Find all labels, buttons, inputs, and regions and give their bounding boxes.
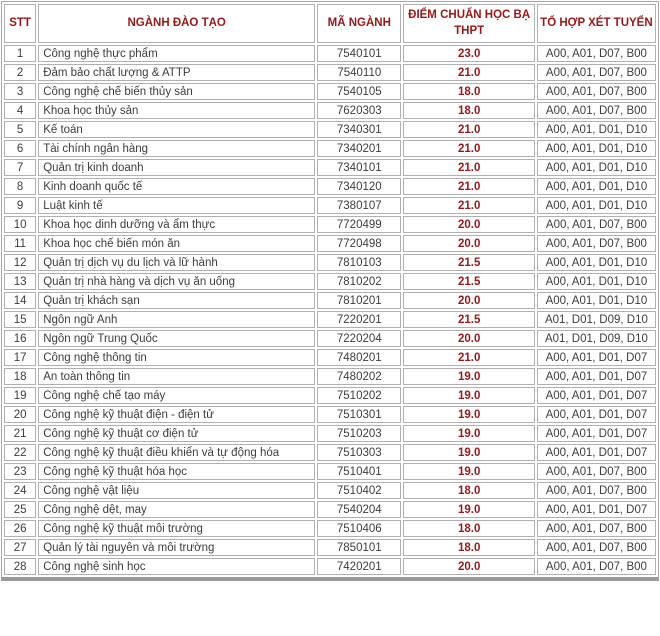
cell-nganh: Công nghệ dệt, may (38, 501, 315, 518)
cell-nganh: An toàn thông tin (38, 368, 315, 385)
table-row (4, 349, 656, 366)
cell-diem: 20.0 (403, 558, 534, 575)
table-body (4, 45, 656, 575)
cell-ma: 7510401 (317, 463, 401, 480)
table-row (4, 501, 656, 518)
cell-diem: 19.0 (403, 463, 534, 480)
cell-ma: 7810201 (317, 292, 401, 309)
cell-tohop: A00, A01, D01, D10 (537, 159, 656, 176)
cell-tohop: A00, A01, D01, D07 (537, 444, 656, 461)
cell-ma: 7510402 (317, 482, 401, 499)
cell-stt: 7 (4, 159, 36, 176)
cell-stt: 28 (4, 558, 36, 575)
column-header-diem: ĐIỂM CHUẨN HỌC BẠ THPT (403, 4, 534, 43)
cell-tohop: A00, A01, D01, D10 (537, 140, 656, 157)
cell-tohop: A00, A01, D01, D07 (537, 387, 656, 404)
cell-tohop: A01, D01, D09, D10 (537, 311, 656, 328)
cell-tohop: A00, A01, D07, B00 (537, 83, 656, 100)
cell-diem: 20.0 (403, 330, 534, 347)
cell-tohop: A00, A01, D01, D10 (537, 121, 656, 138)
cell-nganh: Quản trị khách sạn (38, 292, 315, 309)
column-header-ma: MÃ NGÀNH (317, 4, 401, 43)
cell-stt: 24 (4, 482, 36, 499)
cell-nganh: Công nghệ kỹ thuật điện - điện tử (38, 406, 315, 423)
cell-nganh: Khoa học chế biến món ăn (38, 235, 315, 252)
cell-ma: 7510406 (317, 520, 401, 537)
cell-diem: 19.0 (403, 387, 534, 404)
table-row (4, 520, 656, 537)
cell-ma: 7510203 (317, 425, 401, 442)
cell-stt: 6 (4, 140, 36, 157)
table-row (4, 463, 656, 480)
cell-nganh: Khoa học dinh dưỡng và ẩm thực (38, 216, 315, 233)
table-row (4, 140, 656, 157)
cell-nganh: Công nghệ thực phẩm (38, 45, 315, 62)
cell-diem: 18.0 (403, 539, 534, 556)
cell-diem: 21.5 (403, 311, 534, 328)
cell-stt: 3 (4, 83, 36, 100)
cell-nganh: Công nghệ kỹ thuật điều khiển và tự động hóa (38, 444, 315, 461)
cell-ma: 7810202 (317, 273, 401, 290)
cell-stt: 16 (4, 330, 36, 347)
table-row (4, 330, 656, 347)
cell-diem: 19.0 (403, 425, 534, 442)
table-row (4, 425, 656, 442)
cell-tohop: A00, A01, D01, D07 (537, 406, 656, 423)
table-row (4, 254, 656, 271)
table-row (4, 83, 656, 100)
cell-stt: 23 (4, 463, 36, 480)
cell-ma: 7220201 (317, 311, 401, 328)
cell-tohop: A00, A01, D01, D07 (537, 425, 656, 442)
admission-scores-table (1, 1, 659, 581)
cell-ma: 7340201 (317, 140, 401, 157)
cell-tohop: A00, A01, D07, B00 (537, 482, 656, 499)
table-row (4, 102, 656, 119)
cell-diem: 21.0 (403, 121, 534, 138)
cell-nganh: Công nghệ vật liệu (38, 482, 315, 499)
table-row (4, 216, 656, 233)
table-row (4, 444, 656, 461)
cell-ma: 7510301 (317, 406, 401, 423)
cell-ma: 7540204 (317, 501, 401, 518)
cell-ma: 7540110 (317, 64, 401, 81)
cell-tohop: A00, A01, D07, B00 (537, 235, 656, 252)
cell-ma: 7340120 (317, 178, 401, 195)
cell-tohop: A00, A01, D01, D10 (537, 197, 656, 214)
cell-diem: 21.0 (403, 178, 534, 195)
cell-diem: 20.0 (403, 292, 534, 309)
cell-tohop: A00, A01, D01, D10 (537, 273, 656, 290)
cell-diem: 21.0 (403, 64, 534, 81)
cell-ma: 7810103 (317, 254, 401, 271)
cell-diem: 18.0 (403, 520, 534, 537)
cell-nganh: Đảm bảo chất lượng & ATTP (38, 64, 315, 81)
table-row (4, 387, 656, 404)
table-row (4, 64, 656, 81)
table-row (4, 121, 656, 138)
cell-diem: 21.5 (403, 273, 534, 290)
cell-stt: 12 (4, 254, 36, 271)
cell-diem: 19.0 (403, 368, 534, 385)
table-row (4, 197, 656, 214)
cell-diem: 18.0 (403, 83, 534, 100)
cell-diem: 21.0 (403, 140, 534, 157)
cell-stt: 17 (4, 349, 36, 366)
cell-nganh: Quản lý tài nguyên và môi trường (38, 539, 315, 556)
cell-diem: 20.0 (403, 216, 534, 233)
cell-ma: 7420201 (317, 558, 401, 575)
cell-stt: 10 (4, 216, 36, 233)
cell-nganh: Công nghệ kỹ thuật hóa học (38, 463, 315, 480)
table-row (4, 558, 656, 575)
cell-tohop: A00, A01, D07, B00 (537, 558, 656, 575)
table-row (4, 235, 656, 252)
cell-nganh: Ngôn ngữ Trung Quốc (38, 330, 315, 347)
cell-diem: 19.0 (403, 501, 534, 518)
cell-ma: 7540105 (317, 83, 401, 100)
cell-nganh: Công nghệ kỹ thuật môi trường (38, 520, 315, 537)
cell-nganh: Ngôn ngữ Anh (38, 311, 315, 328)
cell-ma: 7540101 (317, 45, 401, 62)
table-row (4, 539, 656, 556)
cell-diem: 20.0 (403, 235, 534, 252)
table-row (4, 292, 656, 309)
cell-diem: 18.0 (403, 102, 534, 119)
cell-stt: 21 (4, 425, 36, 442)
cell-nganh: Công nghệ chế tạo máy (38, 387, 315, 404)
cell-tohop: A00, A01, D07, B00 (537, 45, 656, 62)
cell-diem: 21.0 (403, 159, 534, 176)
cell-stt: 2 (4, 64, 36, 81)
table-row (4, 311, 656, 328)
cell-diem: 23.0 (403, 45, 534, 62)
cell-nganh: Kế toán (38, 121, 315, 138)
cell-stt: 18 (4, 368, 36, 385)
table-row (4, 178, 656, 195)
cell-diem: 19.0 (403, 444, 534, 461)
cell-stt: 4 (4, 102, 36, 119)
cell-tohop: A00, A01, D07, B00 (537, 102, 656, 119)
table-row (4, 273, 656, 290)
cell-stt: 27 (4, 539, 36, 556)
cell-ma: 7380107 (317, 197, 401, 214)
cell-nganh: Quản trị nhà hàng và dịch vụ ăn uống (38, 273, 315, 290)
cell-ma: 7340101 (317, 159, 401, 176)
cell-stt: 11 (4, 235, 36, 252)
cell-stt: 22 (4, 444, 36, 461)
cell-ma: 7720498 (317, 235, 401, 252)
cell-stt: 8 (4, 178, 36, 195)
cell-diem: 18.0 (403, 482, 534, 499)
table-row (4, 406, 656, 423)
cell-stt: 25 (4, 501, 36, 518)
cell-tohop: A00, A01, D01, D07 (537, 349, 656, 366)
column-header-nganh: NGÀNH ĐÀO TẠO (38, 4, 315, 43)
column-header-tohop: TỔ HỢP XÉT TUYỂN (537, 4, 656, 43)
cell-nganh: Tài chính ngân hàng (38, 140, 315, 157)
cell-tohop: A00, A01, D07, B00 (537, 539, 656, 556)
cell-diem: 21.5 (403, 254, 534, 271)
table-row (4, 482, 656, 499)
cell-diem: 21.0 (403, 197, 534, 214)
cell-stt: 26 (4, 520, 36, 537)
cell-tohop: A00, A01, D01, D10 (537, 178, 656, 195)
table-header (4, 4, 656, 43)
cell-ma: 7340301 (317, 121, 401, 138)
cell-nganh: Công nghệ chế biến thủy sản (38, 83, 315, 100)
cell-nganh: Quản trị dịch vụ du lịch và lữ hành (38, 254, 315, 271)
cell-stt: 14 (4, 292, 36, 309)
cell-stt: 5 (4, 121, 36, 138)
cell-nganh: Quản trị kinh doanh (38, 159, 315, 176)
table-row (4, 159, 656, 176)
cell-ma: 7510202 (317, 387, 401, 404)
table-row (4, 368, 656, 385)
cell-tohop: A01, D01, D09, D10 (537, 330, 656, 347)
cell-nganh: Công nghệ thông tin (38, 349, 315, 366)
cell-ma: 7720499 (317, 216, 401, 233)
cell-diem: 19.0 (403, 406, 534, 423)
cell-tohop: A00, A01, D01, D07 (537, 501, 656, 518)
cell-ma: 7850101 (317, 539, 401, 556)
cell-tohop: A00, A01, D01, D10 (537, 292, 656, 309)
cell-nganh: Kinh doanh quốc tế (38, 178, 315, 195)
cell-nganh: Khoa học thủy sản (38, 102, 315, 119)
cell-stt: 13 (4, 273, 36, 290)
header-row (4, 4, 656, 43)
cell-tohop: A00, A01, D01, D07 (537, 368, 656, 385)
cell-nganh: Công nghệ kỹ thuật cơ điện tử (38, 425, 315, 442)
cell-tohop: A00, A01, D01, D10 (537, 254, 656, 271)
cell-ma: 7480201 (317, 349, 401, 366)
cell-tohop: A00, A01, D07, B00 (537, 216, 656, 233)
cell-ma: 7510303 (317, 444, 401, 461)
cell-ma: 7220204 (317, 330, 401, 347)
cell-nganh: Luật kinh tế (38, 197, 315, 214)
cell-stt: 15 (4, 311, 36, 328)
table-row (4, 45, 656, 62)
cell-stt: 9 (4, 197, 36, 214)
cell-stt: 20 (4, 406, 36, 423)
cell-ma: 7480202 (317, 368, 401, 385)
cell-tohop: A00, A01, D07, B00 (537, 64, 656, 81)
cell-ma: 7620303 (317, 102, 401, 119)
cell-tohop: A00, A01, D07, B00 (537, 463, 656, 480)
cell-stt: 19 (4, 387, 36, 404)
cell-nganh: Công nghệ sinh học (38, 558, 315, 575)
cell-stt: 1 (4, 45, 36, 62)
cell-tohop: A00, A01, D07, B00 (537, 520, 656, 537)
column-header-stt: STT (4, 4, 36, 43)
cell-diem: 21.0 (403, 349, 534, 366)
